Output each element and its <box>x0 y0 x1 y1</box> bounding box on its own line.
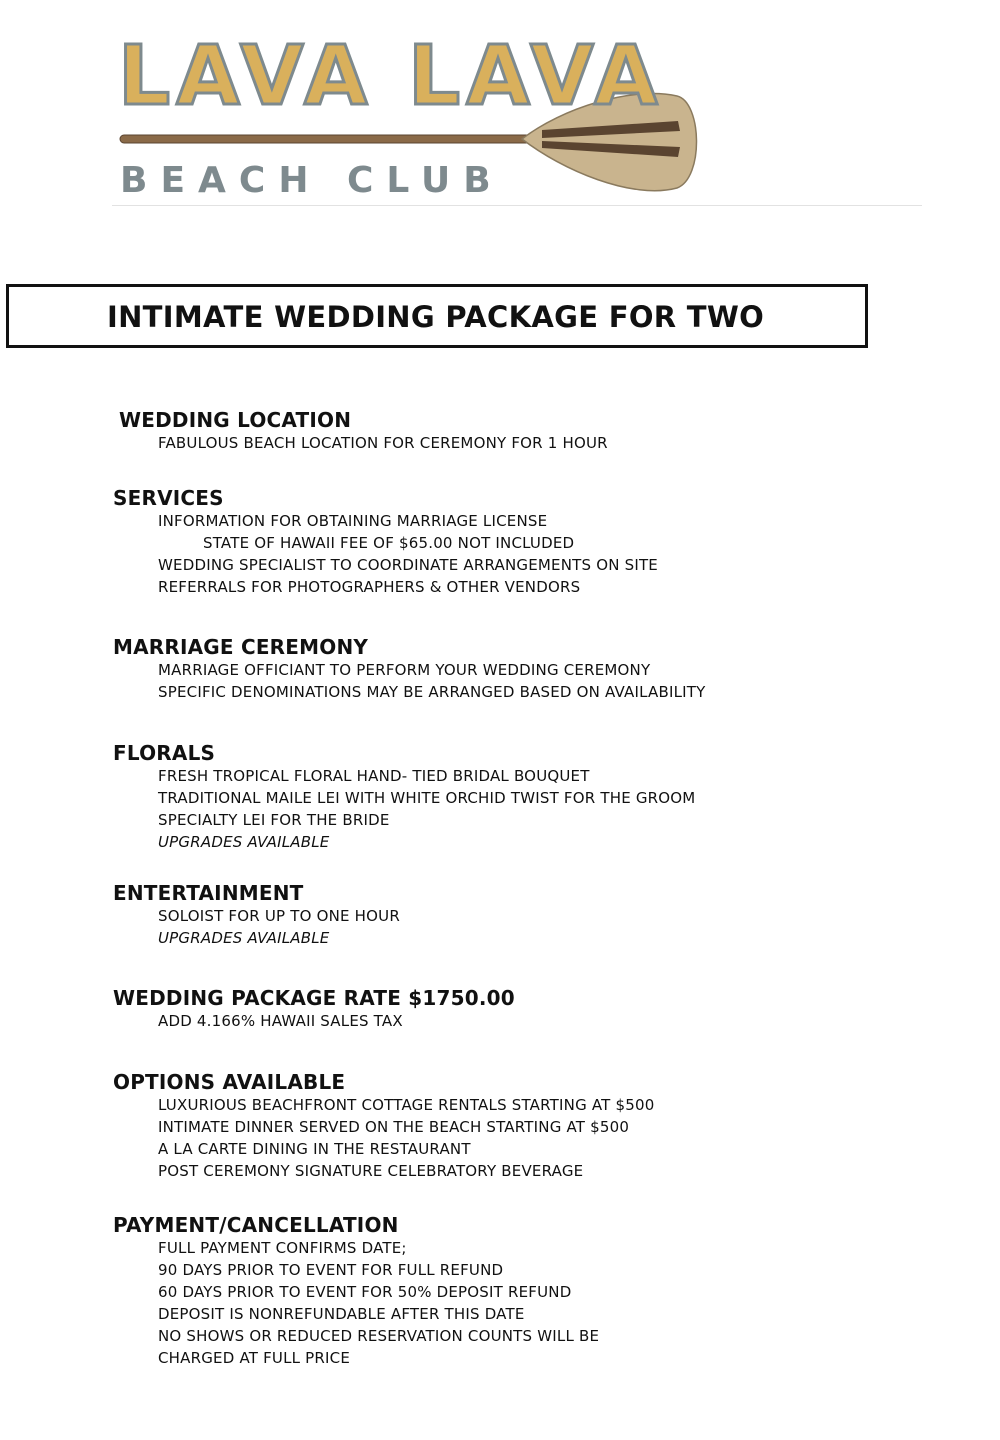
section-heading: WEDDING PACKAGE RATE $1750.00 <box>113 986 515 1010</box>
section-florals <box>113 741 695 853</box>
section-heading: SERVICES <box>113 486 224 510</box>
section-line: SOLOIST FOR UP TO ONE HOUR <box>158 907 400 925</box>
lava-lava-beach-club-logo <box>112 28 932 208</box>
section-line: WEDDING SPECIALIST TO COORDINATE ARRANGEMENTS ON SITE <box>158 556 658 574</box>
section-line: DEPOSIT IS NONREFUNDABLE AFTER THIS DATE <box>158 1305 525 1323</box>
section-line: STATE OF HAWAII FEE OF $65.00 NOT INCLUDED <box>203 534 575 552</box>
section-line: CHARGED AT FULL PRICE <box>158 1349 351 1367</box>
paddle-shaft <box>120 135 540 143</box>
section-heading: ENTERTAINMENT <box>113 881 304 905</box>
section-line: MARRIAGE OFFICIANT TO PERFORM YOUR WEDDING CEREMONY <box>158 661 651 679</box>
section-options-available <box>113 1070 654 1182</box>
title-box <box>6 284 868 348</box>
section-entertainment <box>113 881 400 949</box>
section-heading: WEDDING LOCATION <box>119 408 352 432</box>
section-line: FULL PAYMENT CONFIRMS DATE; <box>158 1239 407 1257</box>
section-heading: MARRIAGE CEREMONY <box>113 635 369 659</box>
section-line: NO SHOWS OR REDUCED RESERVATION COUNTS WILL BE <box>158 1327 600 1345</box>
section-wedding-location <box>119 408 608 454</box>
section-payment-cancellation <box>113 1213 599 1369</box>
section-line: FABULOUS BEACH LOCATION FOR CEREMONY FOR 1 HOUR <box>158 434 608 452</box>
section-line: LUXURIOUS BEACHFRONT COTTAGE RENTALS STARTING AT $500 <box>158 1096 655 1114</box>
section-line: POST CEREMONY SIGNATURE CELEBRATORY BEVERAGE <box>158 1162 584 1180</box>
section-line: SPECIALTY LEI FOR THE BRIDE <box>158 811 390 829</box>
upgrades-note: UPGRADES AVAILABLE <box>158 833 330 851</box>
logo-main-text: LAVA LAVA <box>118 29 664 124</box>
section-line: FRESH TROPICAL FLORAL HAND- TIED BRIDAL BOUQUET <box>158 767 590 785</box>
section-heading: OPTIONS AVAILABLE <box>113 1070 346 1094</box>
section-line: REFERRALS FOR PHOTOGRAPHERS & OTHER VENDORS <box>158 578 581 596</box>
section-line: ADD 4.166% HAWAII SALES TAX <box>158 1012 403 1030</box>
section-line: A LA CARTE DINING IN THE RESTAURANT <box>158 1140 471 1158</box>
section-services <box>113 486 658 598</box>
logo-sub-text: BEACH CLUB <box>120 160 504 201</box>
section-line: INTIMATE DINNER SERVED ON THE BEACH STARTING AT $500 <box>158 1118 630 1136</box>
section-line: SPECIFIC DENOMINATIONS MAY BE ARRANGED BASED ON AVAILABILITY <box>158 683 706 701</box>
section-line: TRADITIONAL MAILE LEI WITH WHITE ORCHID TWIST FOR THE GROOM <box>158 789 696 807</box>
section-heading: FLORALS <box>113 741 216 765</box>
section-marriage-ceremony <box>113 635 706 703</box>
section-heading: PAYMENT/CANCELLATION <box>113 1213 399 1237</box>
section-package-rate <box>113 986 515 1032</box>
logo-divider <box>112 205 922 206</box>
page-title: INTIMATE WEDDING PACKAGE FOR TWO <box>107 300 765 334</box>
upgrades-note: UPGRADES AVAILABLE <box>158 929 330 947</box>
section-line: INFORMATION FOR OBTAINING MARRIAGE LICENSE <box>158 512 548 530</box>
section-line: 60 DAYS PRIOR TO EVENT FOR 50% DEPOSIT REFUND <box>158 1283 572 1301</box>
section-line: 90 DAYS PRIOR TO EVENT FOR FULL REFUND <box>158 1261 504 1279</box>
